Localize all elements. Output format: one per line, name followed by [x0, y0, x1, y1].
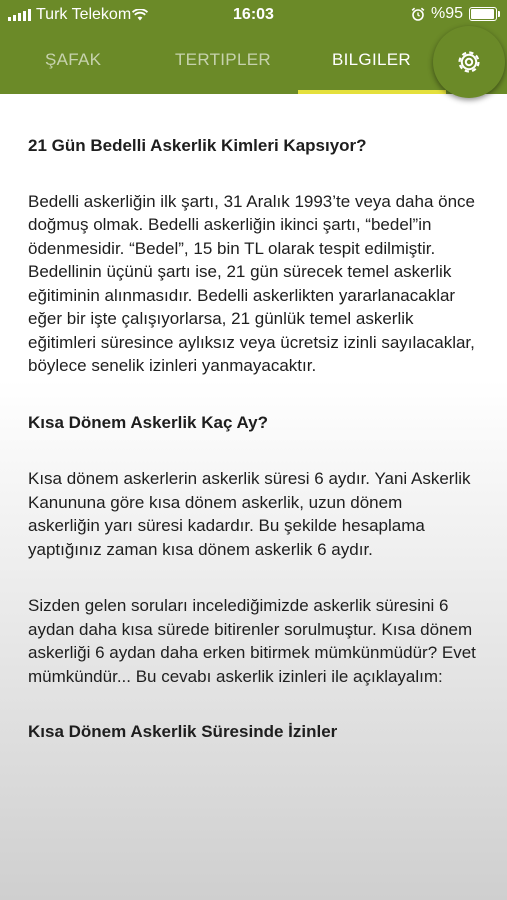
article-paragraph: Kısa dönem askerlerin askerlik süresi 6 aydır. Yani Askerlik Kanununa göre kısa dönem askerlik, uzun dönem askerliğin yarı süresi kadardır. Bu şekilde hesaplama yaptığınız zaman kısa dönem askerlik 6 aydır. — [28, 469, 471, 559]
tab-bar — [0, 30, 507, 94]
tab-safak[interactable]: ŞAFAK — [45, 50, 102, 69]
battery-icon — [469, 7, 497, 21]
article-content — [28, 124, 478, 744]
tab-bilgiler[interactable]: BILGILER — [332, 50, 411, 69]
settings-button[interactable] — [433, 26, 505, 98]
gear-icon — [454, 47, 484, 77]
battery-level — [471, 9, 494, 19]
battery-percentage: %95 — [430, 5, 463, 22]
tab-tertipler[interactable]: TERTIPLER — [175, 50, 271, 69]
status-time: 16:03 — [233, 6, 274, 23]
active-tab-indicator — [298, 90, 446, 94]
alarm-icon — [411, 7, 425, 21]
status-bar — [0, 0, 507, 30]
article-paragraph: Sizden gelen soruları incelediğimizde askerlik süresini 6 aydan daha kısa sürede bitirenler sorulmuştur. Kısa dönem askerliği 6 aydan daha erken bitirmek mümkünmüdür? Evet mümkündür... Bu cevabı askerlik izinleri ile açıklayalım: — [28, 596, 476, 686]
article-paragraph: Bedelli askerliğin ilk şartı, 31 Aralık 1993’te veya daha önce doğmuş olmak. Bedelli askerliğin ikinci şartı, “bedel”in ödenmesidir. “Bedel”, 15 bin TL olarak tespit edilmiştir. Bedellinin üçünü şartı ise, 21 gün sürecek temel askerlik eğitiminin alınmasıdır. Bedelli askerlikten yararlanacaklar eğer bir işte çalışıyorlarsa, 21 günlük temel askerlik eğitimleri süresince aylıksız veya ücretsiz izinli sayılacaklar, böylece senelik izinleri yanmayacaktır. — [28, 191, 475, 375]
status-right — [411, 5, 497, 23]
article-heading: 21 Gün Bedelli Askerlik Kimleri Kapsıyor? — [28, 136, 367, 155]
article-heading: Kısa Dönem Askerlik Kaç Ay? — [28, 412, 268, 432]
carrier-name: Turk Telekom — [36, 6, 132, 23]
article-heading: Kısa Dönem Askerlik Süresinde İzinler — [28, 722, 338, 741]
